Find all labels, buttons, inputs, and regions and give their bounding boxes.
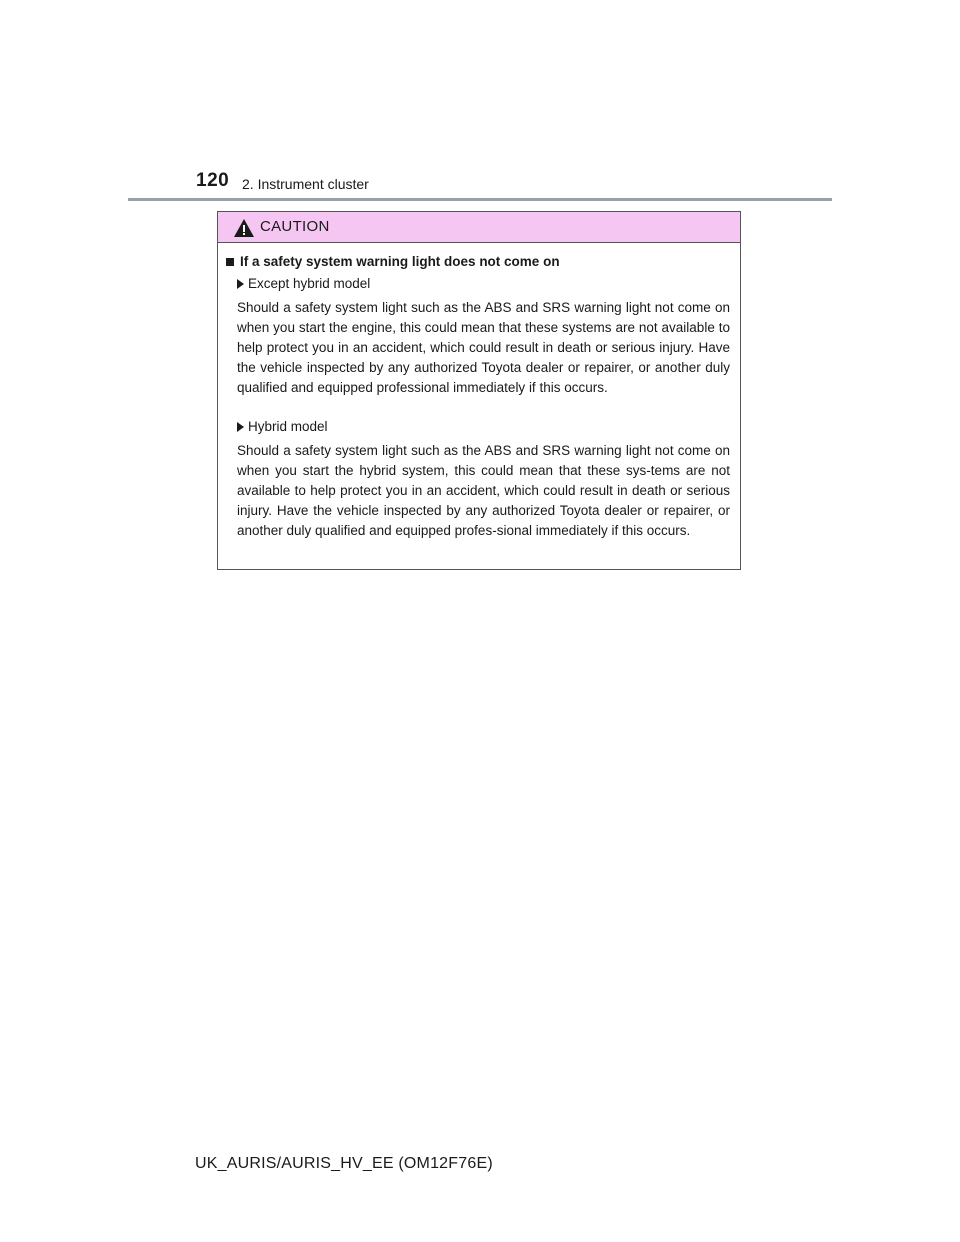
caution-box (217, 211, 741, 570)
caution-heading-text: If a safety system warning light does not come on (240, 254, 560, 269)
triangle-bullet-icon (237, 279, 244, 289)
subheading-hybrid (237, 419, 328, 434)
document-code: UK_AURIS/AURIS_HV_EE (OM12F76E) (195, 1155, 493, 1172)
paragraph-hybrid: Should a safety system light such as the ABS and SRS warning light not come on when you start the hybrid system, this could mean that these sys-tems are not available to help protect you in an accident, which could result in death or serious injury. Have the vehicle inspected by any authorized Toyota dealer or repairer, or another duly qualified and equipped profes-sional immediately if this occurs. (237, 443, 730, 538)
caution-label: CAUTION (260, 218, 330, 235)
caution-header (218, 212, 740, 243)
caution-heading (226, 254, 560, 269)
square-bullet-icon (226, 258, 234, 266)
warning-triangle-icon (233, 218, 255, 238)
subheading-except-hybrid (237, 276, 370, 291)
section-title: 2. Instrument cluster (242, 176, 369, 192)
triangle-bullet-icon (237, 422, 244, 432)
subheading-text: Except hybrid model (248, 276, 371, 291)
subheading-text: Hybrid model (248, 419, 328, 434)
page-number: 120 (196, 170, 230, 191)
paragraph-except-hybrid: Should a safety system light such as the ABS and SRS warning light not come on when you start the engine, this could mean that these systems are not available to help protect you in an accident, which could result in death or serious injury. Have the vehicle inspected by any authorized Toyota dealer or repairer, or another duly qualified and equipped professional immediately if this occurs. (237, 300, 730, 395)
header-rule (128, 198, 832, 201)
